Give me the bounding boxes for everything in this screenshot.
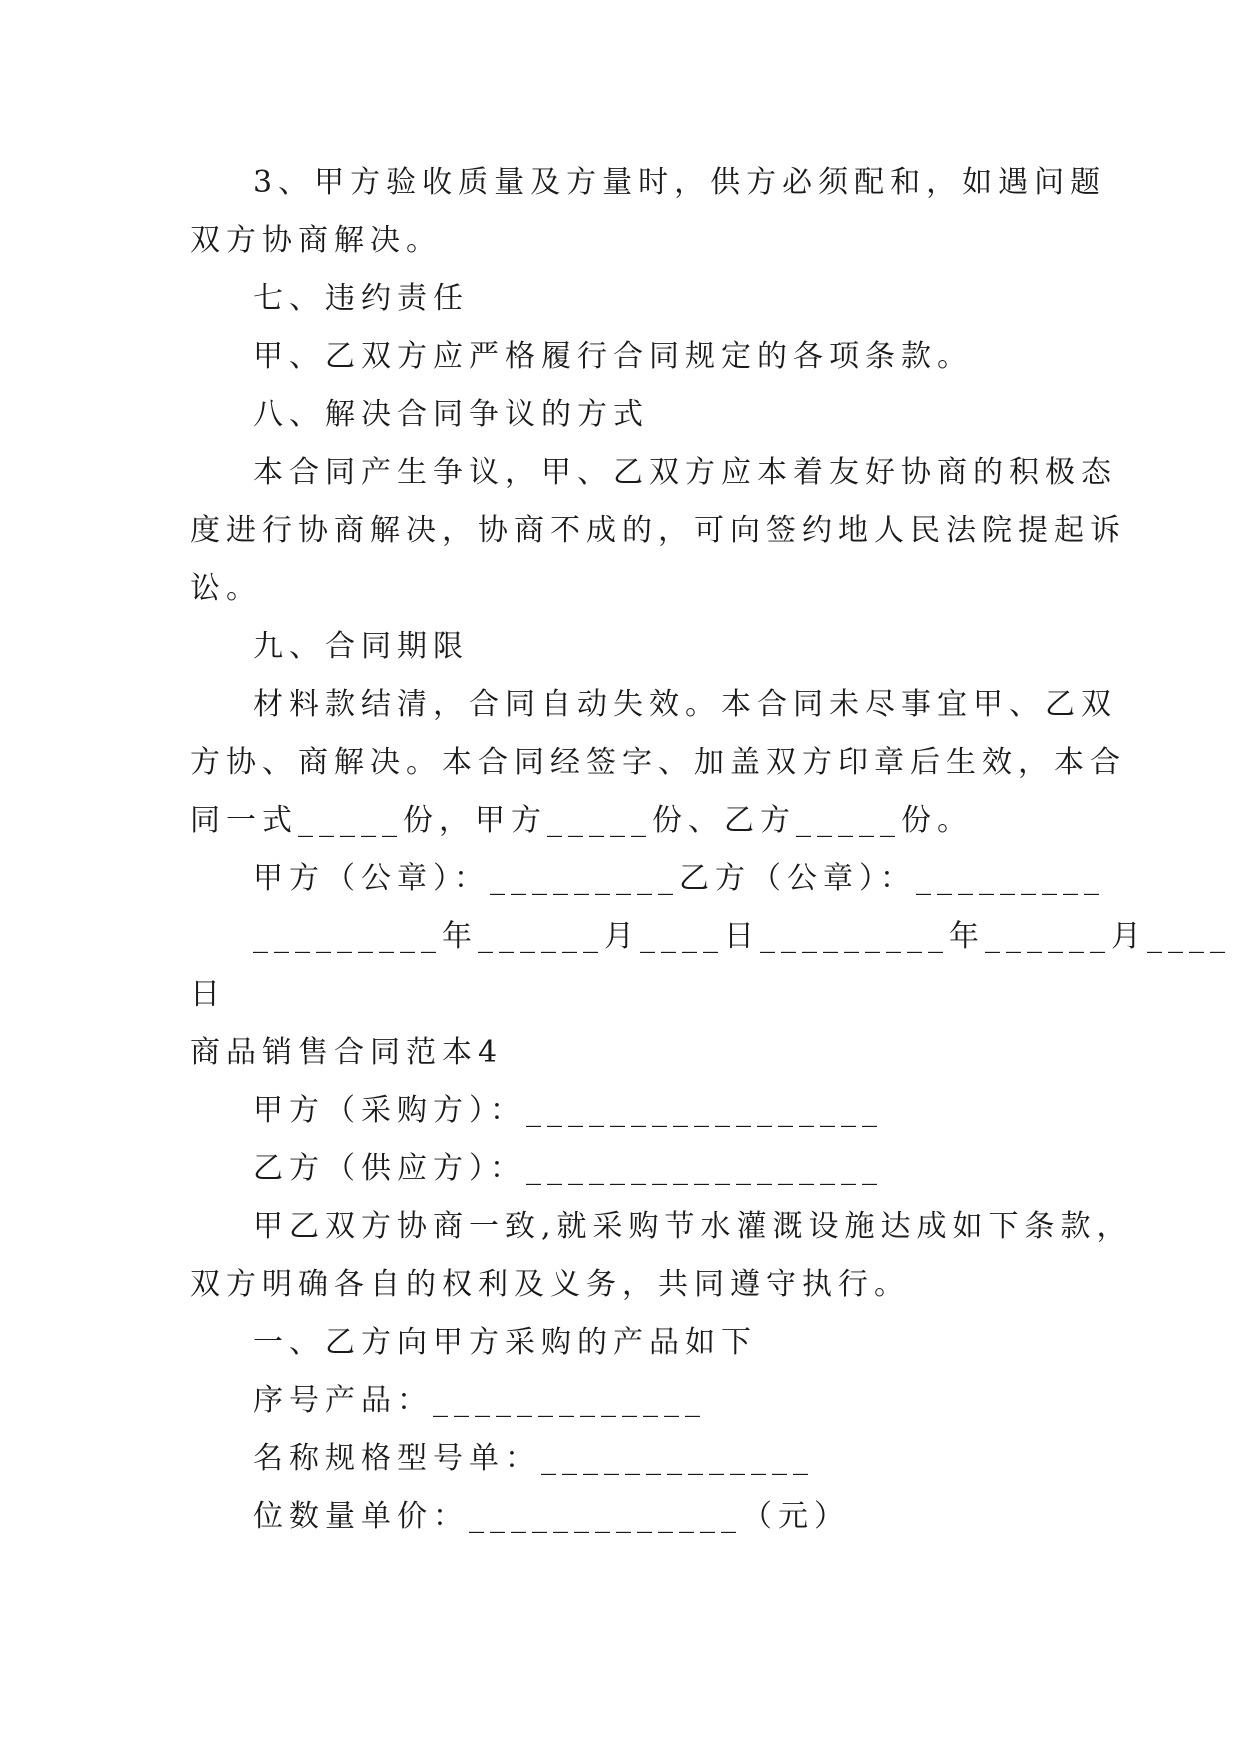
text-line: 双方协商解决。 <box>190 223 442 258</box>
text-line: 3、甲方验收质量及方量时，供方必须配和，如遇问题 <box>253 165 1107 200</box>
price-field: 位数量单价：_____________（元） <box>253 1499 850 1534</box>
party-a-field: 甲方（采购方）：_________________ <box>253 1093 883 1128</box>
text-line: 双方明确各自的权利及义务，共同遵守执行。 <box>190 1267 910 1302</box>
section-heading: 八、解决合同争议的方式 <box>253 397 649 432</box>
section-heading: 七、违约责任 <box>253 281 469 316</box>
text-line: 讼。 <box>190 571 262 606</box>
text-line: 同一式_____份，甲方_____份、乙方_____份。 <box>190 803 973 838</box>
signature-line: 甲方（公章）：_________乙方（公章）：_________ <box>253 861 1105 896</box>
spec-field: 名称规格型号单：_____________ <box>253 1441 814 1476</box>
document-title: 商品销售合同范本4 <box>190 1035 504 1070</box>
text-line: 日 <box>190 977 226 1012</box>
product-field: 序号产品：_____________ <box>253 1383 706 1418</box>
date-line: _________年______月____日_________年______月____ <box>253 919 1231 954</box>
text-line: 度进行协商解决，协商不成的，可向签约地人民法院提起诉 <box>190 513 1126 548</box>
section-heading: 一、乙方向甲方采购的产品如下 <box>253 1325 757 1360</box>
section-heading: 九、合同期限 <box>253 629 469 664</box>
text-line: 本合同产生争议，甲、乙双方应本着友好协商的积极态 <box>253 455 1117 490</box>
text-line: 甲乙双方协商一致,就采购节水灌溉设施达成如下条款， <box>253 1209 1133 1244</box>
party-b-field: 乙方（供应方）：_________________ <box>253 1151 883 1186</box>
text-line: 材料款结清，合同自动失效。本合同未尽事宜甲、乙双 <box>253 687 1117 722</box>
text-line: 甲、乙双方应严格履行合同规定的各项条款。 <box>253 339 973 374</box>
text-line: 方协、商解决。本合同经签字、加盖双方印章后生效，本合 <box>190 745 1126 780</box>
